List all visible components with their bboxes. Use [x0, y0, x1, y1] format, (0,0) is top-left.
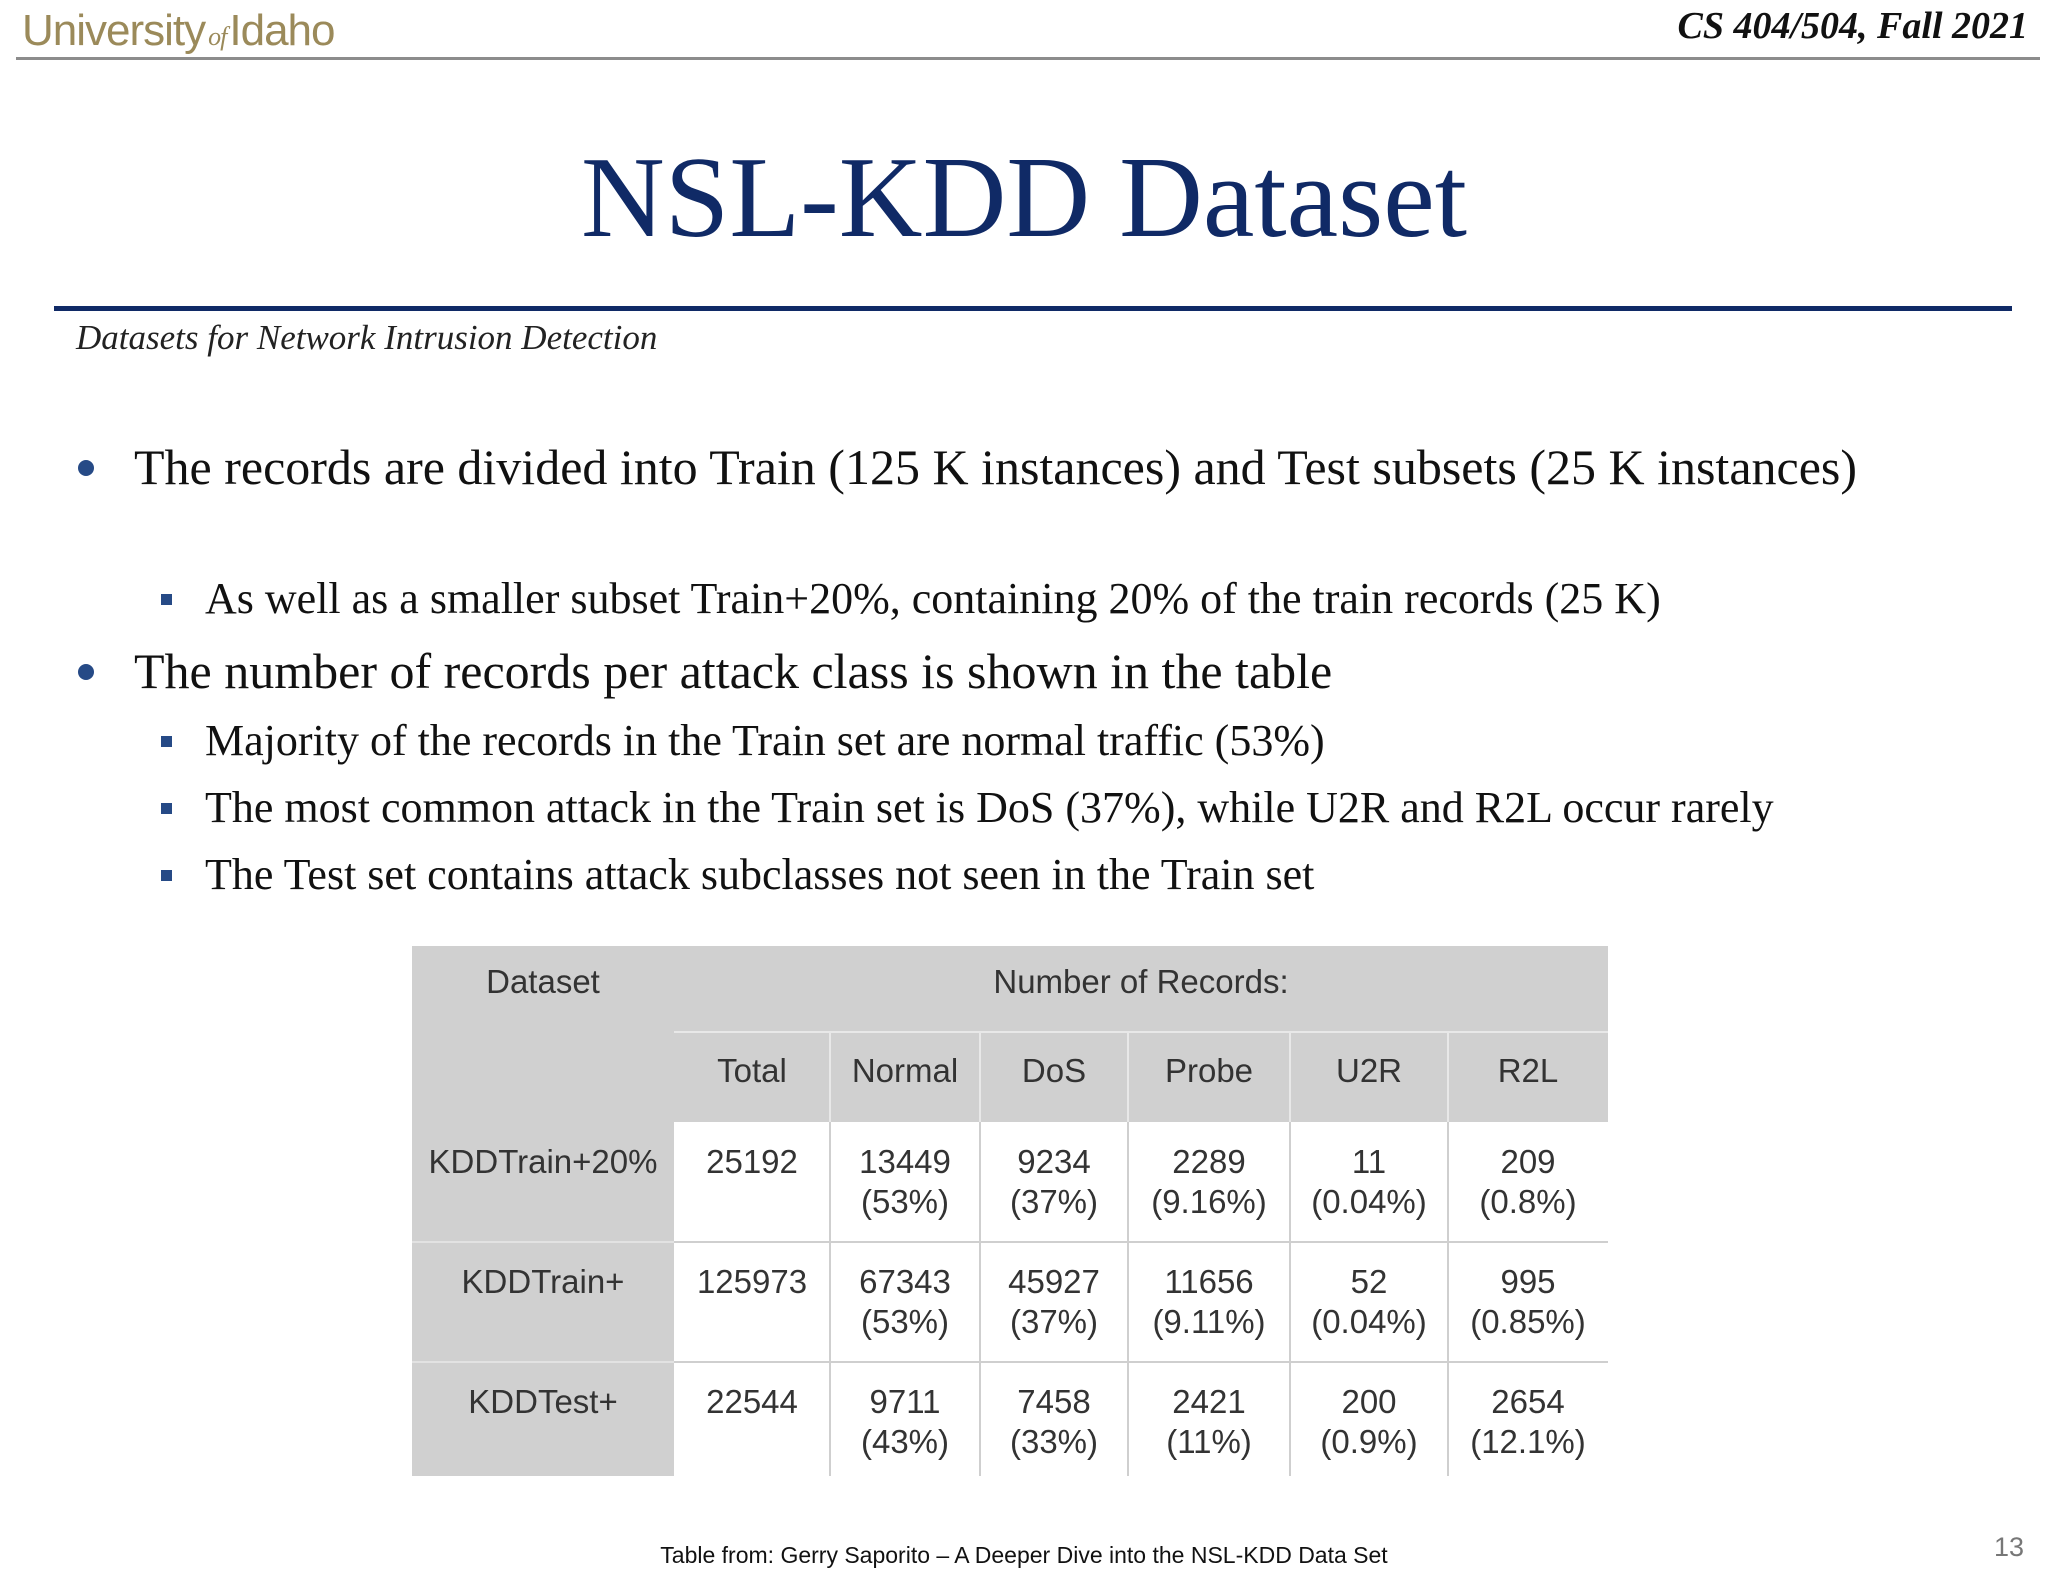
- cell-count: 2421: [1172, 1383, 1246, 1420]
- cell-percent: (53%): [860, 1183, 950, 1220]
- logo-text-idaho: Idaho: [229, 6, 335, 55]
- row-dataset-name: KDDTest+: [468, 1383, 618, 1420]
- course-label: CS 404/504, Fall 2021: [1677, 5, 2028, 47]
- cell-percent: (0.04%): [1311, 1183, 1427, 1220]
- cell-total: 125973: [696, 1263, 808, 1300]
- cell-dos: [980, 1382, 1128, 1462]
- row-divider: [674, 1361, 1608, 1363]
- cell-percent: (9.11%): [1152, 1303, 1266, 1340]
- cell-u2r: [1290, 1262, 1448, 1342]
- cell-percent: (0.8%): [1479, 1183, 1577, 1220]
- cell-count: 11: [1351, 1143, 1387, 1180]
- cell-total: 25192: [706, 1143, 798, 1180]
- cell-probe: [1128, 1142, 1290, 1222]
- cell-u2r: [1290, 1382, 1448, 1462]
- cell-count: 13449: [859, 1143, 951, 1180]
- column-divider: [979, 1032, 981, 1122]
- dataset-header: Dataset: [486, 963, 600, 1000]
- header-divider-line: [674, 1031, 1608, 1033]
- cell-normal: [830, 1382, 980, 1462]
- cell-count: 995: [1500, 1263, 1556, 1300]
- logo-text-university: University: [22, 6, 206, 55]
- row-divider: [412, 1361, 674, 1363]
- column-header-total: Total: [717, 1052, 787, 1089]
- cell-dos: [980, 1262, 1128, 1342]
- cell-count: 2289: [1172, 1143, 1246, 1180]
- row-divider: [412, 1241, 674, 1243]
- column-divider: [1447, 1032, 1449, 1122]
- row-dataset-name: KDDTrain+: [461, 1263, 625, 1300]
- cell-percent: (11%): [1166, 1423, 1252, 1460]
- cell-count: 52: [1350, 1263, 1388, 1300]
- bullet-level1: The number of records per attack class is shown in the table: [134, 640, 1874, 702]
- cell-count: 209: [1500, 1143, 1556, 1180]
- column-header-r2l: R2L: [1497, 1052, 1559, 1089]
- cell-percent: (0.9%): [1320, 1423, 1418, 1460]
- cell-probe: [1128, 1382, 1290, 1462]
- page-number: 13: [1993, 1532, 2024, 1562]
- column-divider: [1289, 1032, 1291, 1122]
- column-header-normal: Normal: [851, 1052, 959, 1089]
- cell-percent: (12.1%): [1470, 1423, 1586, 1460]
- slide-title: NSL-KDD Dataset: [581, 134, 1467, 262]
- cell-normal: [830, 1142, 980, 1222]
- table-source-caption: Table from: Gerry Saporito – A Deeper Dive into the NSL-KDD Data Set: [660, 1542, 1388, 1568]
- column-divider: [829, 1032, 831, 1122]
- cell-total: 22544: [706, 1383, 798, 1420]
- cell-percent: (33%): [1009, 1423, 1099, 1460]
- university-logo: [22, 6, 335, 56]
- row-divider: [674, 1241, 1608, 1243]
- cell-percent: (37%): [1009, 1183, 1099, 1220]
- cell-r2l: [1448, 1142, 1608, 1222]
- bullet-level2: The most common attack in the Train set is DoS (37%), while U2R and R2L occur rarely: [205, 781, 1774, 835]
- row-dataset-name: KDDTrain+20%: [428, 1143, 658, 1180]
- cell-r2l: [1448, 1382, 1608, 1462]
- cell-percent: (37%): [1009, 1303, 1099, 1340]
- cell-percent: (43%): [860, 1423, 950, 1460]
- records-table: [412, 946, 1608, 1476]
- column-header-dos: DoS: [1021, 1052, 1087, 1089]
- cell-percent: (53%): [860, 1303, 950, 1340]
- logo-text-of: of: [208, 22, 227, 51]
- title-divider: [54, 306, 2012, 311]
- column-header-u2r: U2R: [1335, 1052, 1403, 1089]
- bullet-level1: The records are divided into Train (125 K instances) and Test subsets (25 K instances): [134, 436, 1874, 498]
- cell-percent: (0.04%): [1311, 1303, 1427, 1340]
- cell-count: 9234: [1017, 1143, 1091, 1180]
- bullet-level2: As well as a smaller subset Train+20%, containing 20% of the train records (25 K): [205, 572, 1661, 626]
- cell-count: 67343: [859, 1263, 951, 1300]
- cell-dos: [980, 1142, 1128, 1222]
- cell-u2r: [1290, 1142, 1448, 1222]
- bullet-level2: The Test set contains attack subclasses not seen in the Train set: [205, 848, 1314, 902]
- cell-count: 2654: [1491, 1383, 1565, 1420]
- cell-normal: [830, 1262, 980, 1342]
- cell-count: 7458: [1017, 1383, 1091, 1420]
- cell-count: 9711: [869, 1383, 941, 1420]
- column-divider: [1127, 1032, 1129, 1122]
- column-header-probe: Probe: [1164, 1052, 1254, 1089]
- cell-percent: (9.16%): [1151, 1183, 1267, 1220]
- cell-count: 45927: [1008, 1263, 1100, 1300]
- cell-count: 200: [1341, 1383, 1397, 1420]
- records-group-header: Number of Records:: [993, 963, 1289, 1000]
- slide-subtitle: Datasets for Network Intrusion Detection: [76, 318, 658, 357]
- cell-r2l: [1448, 1262, 1608, 1342]
- cell-probe: [1128, 1262, 1290, 1342]
- cell-percent: (0.85%): [1470, 1303, 1586, 1340]
- bullet-level2: Majority of the records in the Train set are normal traffic (53%): [205, 714, 1325, 768]
- header-divider: [16, 57, 2040, 60]
- cell-count: 11656: [1164, 1263, 1254, 1300]
